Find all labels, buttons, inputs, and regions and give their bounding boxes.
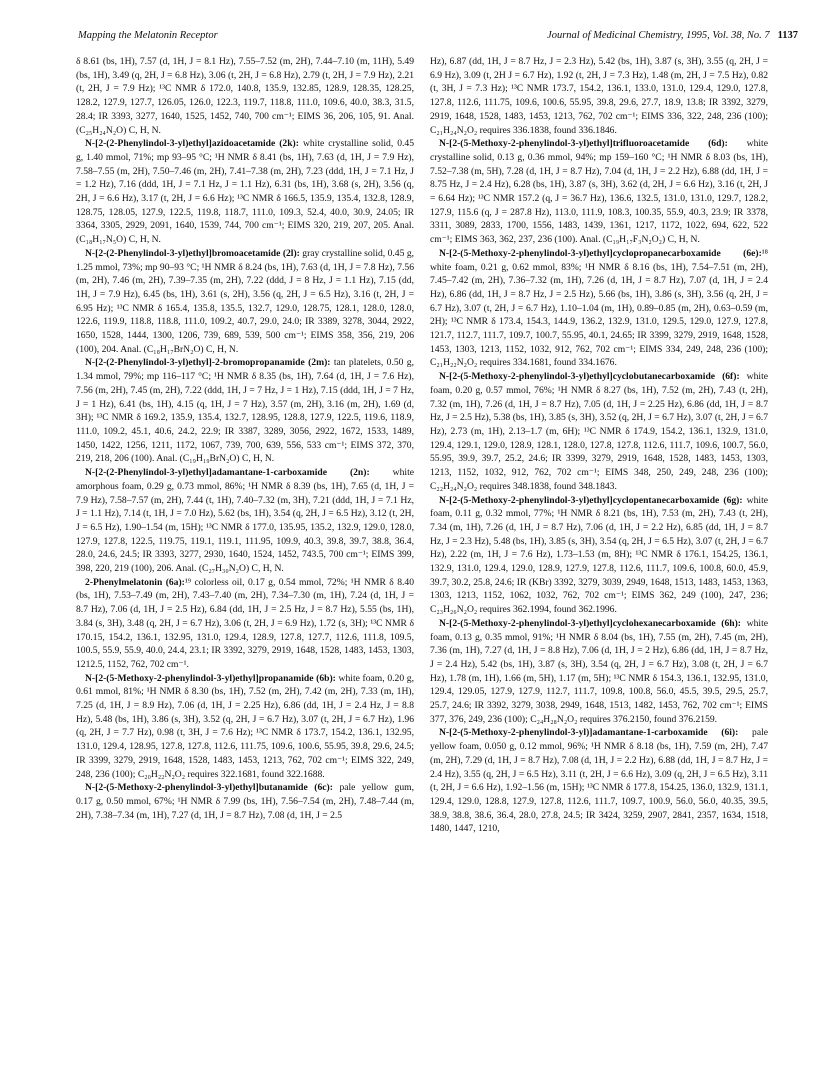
compound-paragraph bbox=[76, 55, 414, 137]
compound-paragraph bbox=[430, 494, 768, 617]
compound-paragraph bbox=[76, 781, 414, 822]
running-header bbox=[78, 30, 798, 46]
running-title: Mapping the Melatonin Receptor bbox=[78, 30, 218, 41]
compound-text: white crystalline solid, 0.45 g, 1.40 mmol, 71%; mp 93–95 °C; ¹H NMR δ 8.41 (bs, 1H), 7.63 (d, 1H, J = 7.9 Hz), 7.58–7.55 (m, 2H), 7.50–7.46 (m, 2H), 7.41–7.38 (m, 2H), 7.23 (ddd, 1H, J = 7.1 Hz, J = 1.2 Hz), 7.16 (ddd, 1H, J = 7.1 Hz, J = 1.1 Hz), 6.31 (bs, 1H), 3.68 (s, 2H), 3.56 (q, 2H, J = 6.6 Hz), 3.17 (t, 2H, J = 6.6 Hz); ¹³C NMR δ 166.5, 135.9, 135.4, 132.8, 128.9, 128.75, 128.05, 127.9, 122.5, 119.8, 118.7, 111.0, 109.3, 52.4, 40.0, 30.9, 24.05; IR 3364, 3305, 2929, 2091, 1640, 1539, 744, 700 cm⁻¹; EIMS 320, 219, 207, 205. Anal. (C₁₈H₁₇N₅O) C, H, N. bbox=[76, 138, 414, 246]
journal-info: Journal of Medicinal Chemistry, 1995, Vol. 38, No. 7 bbox=[547, 30, 770, 41]
compound-title: N-[2-(5-Methoxy-2-phenylindol-3-yl)ethyl]cyclohexanecarboxamide (6h): bbox=[439, 617, 741, 629]
compound-title: N-[2-(5-Methoxy-2-phenylindol-3-yl)ethyl]cyclopropanecarboxamide (6e): bbox=[439, 247, 762, 259]
compound-title: N-[2-(2-Phenylindol-3-yl)ethyl]azidoacetamide (2k): bbox=[85, 138, 299, 150]
compound-text: pale yellow gum, 0.17 g, 0.50 mmol, 67%; ¹H NMR δ 7.99 (bs, 1H), 7.56–7.54 (m, 2H), 7.48–7.44 (m, 2H), 7.38–7.34 (m, 1H), 7.27 (d, 1H, J = 8.7 Hz), 7.08 (d, 1H, J = 2.5 bbox=[76, 782, 414, 821]
compound-paragraph bbox=[430, 137, 768, 247]
compound-text: white foam, 0.13 g, 0.35 mmol, 91%; ¹H NMR δ 8.04 (bs, 1H), 7.55 (m, 2H), 7.45 (m, 2H), 7.36 (m, 1H), 7.27 (d, 1H, J = 8.8 Hz), 7.06 (d, 1H, J = 2 Hz), 6.86 (dd, 1H, J = 8.7 Hz, J = 2.4 Hz), 5.42 (bs, 1H), 3.87 (s, 3H), 3.54 (q, 2H, J = 6.7 Hz), 3.08 (t, 2H, J = 6.7 Hz), 1.78 (m, 1H), 1.66 (m, 5H), 1.17 (m, 5H); ¹³C NMR δ 154.3, 136.1, 132.95, 131.0, 129.4, 129.05, 127.9, 127.9, 112.7, 111.7, 109.8, 100.8, 56.0, 45.5, 39.5, 29.5, 25.7, 25.7, 24.6; IR 3392, 3279, 3038, 2949, 1648, 1513, 1482, 1453, 762, 702 cm⁻¹; EIMS 377, 376, 249, 236 (100); C₂₄H₂₈N₂O₂ requires 376.2150, found 376.2159. bbox=[430, 617, 768, 725]
compound-title: N-[2-(2-Phenylindol-3-yl)ethyl]adamantane-1-carboxamide (2n): bbox=[85, 467, 370, 479]
compound-text: δ 8.61 (bs, 1H), 7.57 (d, 1H, J = 8.1 Hz), 7.55–7.52 (m, 2H), 7.44–7.10 (m, 11H), 5.49 (bs, 1H), 3.49 (q, 2H, J = 6.8 Hz), 3.06 (t, 2H, J = 6.8 Hz), 2.79 (t, 2H, J = 7.9 Hz), 2.21 (t, 2H, J = 7.9 Hz); ¹³C NMR δ 172.0, 140.8, 135.9, 132.85, 128.9, 128.35, 128.25, 128.2, 127.9, 127.7, 126.05, 126.0, 122.3, 119.7, 118.8, 111.0, 109.6, 40.0, 38.3, 31.5, 28.4; IR 3393, 3277, 1640, 1525, 1452, 740, 700 cm⁻¹; EIMS 36, 206, 105, 91. Anal. (C₂₅H₂₄N₂O) C, H, N. bbox=[76, 56, 414, 136]
compound-text: white foam, 0.20 g, 0.57 mmol, 76%; ¹H NMR δ 8.27 (bs, 1H), 7.52 (m, 2H), 7.43 (t, 2H), 7.32 (m, 1H), 7.26 (d, 1H, J = 8.7 Hz), 7.05 (d, 1H, J = 2.25 Hz), 6.86 (dd, 1H, J = 8.7 Hz, J = 2.5 Hz), 5.38 (bs, 1H), 3.85 (s, 3H), 3.52 (q, 2H, J = 6.7 Hz), 3.07 (t, 2H, J = 6.7 Hz), 2.73 (m, 1H), 2.13–1.7 (m, 6H); ¹³C NMR δ 174.9, 154.2, 136.1, 132.9, 131.0, 129.4, 129.1, 129.0, 128.9, 128.1, 128.0, 127.8, 127.8, 112.6, 111.7, 109.6, 100.7, 56.0, 55.95, 39.9, 39.7, 25.2, 24.6; IR 3399, 3279, 2919, 1648, 1528, 1483, 1453, 1303, 1213, 1152, 1032, 912, 762, 702 cm⁻¹; EIMS 348, 250, 249, 248, 236 (100); C₂₂H₂₄N₂O₂ requires 348.1838, found 348.1843. bbox=[430, 371, 768, 492]
compound-paragraph bbox=[430, 617, 768, 727]
page-number: 1137 bbox=[777, 30, 798, 41]
compound-title: N-[2-(5-Methoxy-2-phenylindol-3-yl)ethyl]propanamide (6b): bbox=[85, 672, 336, 684]
compound-text: white foam, 0.11 g, 0.32 mmol, 77%; ¹H NMR δ 8.21 (bs, 1H), 7.53 (m, 2H), 7.43 (t, 2H), 7.34 (m, 1H), 7.26 (d, 1H, J = 8.7 Hz), 7.06 (d, 1H, J = 2.2 Hz), 6.85 (dd, 1H, J = 8.7 Hz, J = 2.3 Hz), 5.48 (bs, 1H), 3.85 (s, 3H), 3.54 (q, 2H, J = 6.5 Hz), 3.07 (t, 2H, J = 6.7 Hz), 2.22 (m, 1H, J = 7.6 Hz), 1.73–1.53 (m, 8H); ¹³C NMR δ 176.1, 154.25, 136.1, 132.9, 131.0, 129.4, 129.0, 128.9, 127.9, 127.8, 112.6, 111.7, 109.6, 100.8, 60.0, 45.9, 39.7, 30.2, 25.8, 24.6; IR (KBr) 3392, 3279, 3039, 2949, 1648, 1513, 1483, 1453, 1363, 1303, 1213, 1152, 1062, 1032, 762, 702 cm⁻¹; EIMS 362, 249 (100), 247, 236; C₂₃H₂₆N₂O₂ requires 362.1994, found 362.1996. bbox=[430, 494, 768, 616]
compound-paragraph bbox=[76, 356, 414, 466]
left-column bbox=[76, 55, 414, 822]
compound-title: N-[2-(5-Methoxy-2-phenylindol-3-yl)ethyl]butanamide (6c): bbox=[85, 782, 333, 794]
compound-text: tan platelets, 0.50 g, 1.34 mmol, 79%; mp 116–117 °C; ¹H NMR δ 8.35 (bs, 1H), 7.64 (d, 1H, J = 7.6 Hz), 7.56 (m, 2H), 7.45 (m, 2H), 7.22 (ddd, 1H, J = 7 Hz, J = 1 Hz), 7.15 (ddd, 1H, J = 7 Hz, J = 1 Hz), 6.41 (bs, 1H), 4.15 (q, 1H, J = 7 Hz), 3.57 (m, 2H), 3.16 (m, 2H), 1.69 (d, 3H); ¹³C NMR δ 169.2, 135.9, 135.4, 132.7, 128.95, 128.8, 127.9, 122.5, 119.6, 118.9, 111.0, 109.2, 45.1, 40.6, 24.2, 22.9; IR 3387, 3289, 3056, 2922, 1672, 1533, 1489, 1450, 1422, 1256, 1211, 1172, 1067, 739, 700, 639, 556, 533 cm⁻¹; EIMS 372, 370, 219, 218, 206 (100). Anal. (C₁₉H₁₉BrN₂O) C, H, N. bbox=[76, 357, 414, 465]
compound-title: 2-Phenylmelatonin (6a): bbox=[85, 576, 185, 588]
compound-paragraph bbox=[430, 55, 768, 137]
journal-citation bbox=[547, 30, 798, 41]
compound-paragraph bbox=[76, 247, 414, 357]
compound-paragraph bbox=[76, 672, 414, 782]
compound-title: N-[2-(5-Methoxy-2-phenylindol-3-yl)ethyl]trifluoroacetamide (6d): bbox=[439, 138, 728, 150]
compound-text: pale yellow foam, 0.050 g, 0.12 mmol, 96%; ¹H NMR δ 8.18 (bs, 1H), 7.59 (m, 2H), 7.47 (m, 2H), 7.29 (d, 1H, J = 8.7 Hz), 7.08 (d, 1H, J = 2.2 Hz), 6.88 (dd, 1H, J = 8.7 Hz, J = 2.4 Hz), 3.55 (q, 2H, J = 6.5 Hz), 3.11 (t, 2H, J = 6.6 Hz), 3.09 (q, 2H, J = 6.5 Hz), 3.11 (t, 2H, J = 6.6 Hz), 1.92–1.56 (m, 15H); ¹³C NMR δ 177.8, 154.25, 136.0, 132.9, 131.1, 129.4, 129.0, 128.8, 127.9, 127.8, 112.6, 111.7, 109.7, 100.9, 56.0, 56.0, 40.35, 39.5, 38.9, 38.8, 38.6, 36.4, 28.0, 27.8, 24.5; IR 3424, 3259, 2907, 2841, 2357, 1634, 1518, 1480, 1447, 1210, bbox=[430, 727, 768, 835]
compound-text: gray crystalline solid, 0.45 g, 1.25 mmol, 73%; mp 90–93 °C; ¹H NMR δ 8.24 (bs, 1H), 7.63 (d, 1H, J = 7.8 Hz), 7.56 (m, 2H), 7.46 (m, 2H), 7.39–7.35 (m, 2H), 7.22 (ddd, J = 8 Hz, J = 1.1 Hz), 7.15 (dd, 1H, J = 7.9 Hz), 6.45 (bs, 1H), 3.61 (s, 2H), 3.56 (q, 2H, J = 6.5 Hz), 3.16 (t, 2H, J = 6.95 Hz); ¹³C NMR δ 165.4, 135.8, 135.5, 132.7, 129.0, 128.75, 128.1, 128.0, 128.0, 122.6, 119.9, 118.8, 118.8, 111.0, 109.2, 40.7, 29.0, 24.0; IR 3389, 3278, 3044, 2922, 1650, 1528, 1444, 1300, 1206, 739, 689, 539, 500 cm⁻¹; EIMS 358, 356, 219, 206 (100), 204. Anal. (C₁₈H₁₇BrN₂O) C, H, N. bbox=[76, 247, 415, 355]
compound-paragraph bbox=[76, 576, 414, 672]
compound-title: N-[2-(2-Phenylindol-3-yl)ethyl]-2-bromopropanamide (2m): bbox=[85, 357, 331, 369]
compound-paragraph bbox=[76, 137, 414, 247]
compound-paragraph bbox=[430, 247, 768, 370]
compound-paragraph bbox=[76, 466, 414, 576]
compound-title: N-[2-(5-Methoxy-2-phenylindol-3-yl)]adamantane-1-carboxamide (6i): bbox=[439, 727, 739, 739]
compound-title: N-[2-(5-Methoxy-2-phenylindol-3-yl)ethyl]cyclopentanecarboxamide (6g): bbox=[439, 494, 743, 506]
compound-text: white amorphous foam, 0.29 g, 0.73 mmol, 86%; ¹H NMR δ 8.39 (bs, 1H), 7.65 (d, 1H, J = 7.9 Hz), 7.58–7.57 (m, 2H), 7.44 (t, 1H), 7.40–7.32 (m, 3H), 7.21 (ddd, 1H, J = 7.1 Hz, J = 1.1 Hz), 7.14 (t, 1H, J = 7.0 Hz), 5.62 (bs, 1H), 3.54 (q, 2H, J = 6.5 Hz), 3.12 (t, 2H, J = 6.5 Hz), 1.90–1.54 (m, 15H); ¹³C NMR δ 177.0, 135.95, 135.2, 132.9, 129.0, 128.0, 127.9, 127.8, 122.5, 119.75, 119.1, 119.1, 111.95, 109.9, 40.3, 39.8, 39.7, 38.8, 36.4, 28.0, 24.6, 24.5; IR 3393, 3277, 2930, 1640, 1524, 1452, 743.5, 700 cm⁻¹; EIMS 399, 398, 220, 219 (100), 206. Anal. (C₂₇H₃₀N₂O) C, H, N. bbox=[76, 467, 414, 575]
compound-paragraph bbox=[430, 726, 768, 836]
compound-title: N-[2-(5-Methoxy-2-phenylindol-3-yl)ethyl]cyclobutanecarboxamide (6f): bbox=[439, 371, 740, 383]
compound-title: N-[2-(2-Phenylindol-3-yl)ethyl]bromoacetamide (2l): bbox=[85, 247, 300, 259]
compound-text: Hz), 6.87 (dd, 1H, J = 8.7 Hz, J = 2.3 Hz), 5.42 (bs, 1H), 3.87 (s, 3H), 3.55 (q, 2H, J = 6.9 Hz), 3.09 (t, 2H J = 6.7 Hz), 1.92 (t, 2H, J = 7.3 Hz), 1.48 (m, 2H, J = 7.5 Hz), 0.82 (t, 3H, J = 7.3 Hz); ¹³C NMR 173.7, 154.2, 136.1, 133.0, 131.0, 129.4, 129.0, 127.8, 127.8, 112.6, 111.75, 109.6, 100.6, 55.95, 39.8, 29.6, 27.7, 18.9, 13.8; IR 3392, 3279, 2919, 1648, 1528, 1483, 1453, 1213, 762, 702 cm⁻¹; EIMS 336, 322, 248, 236 (100); C₂₁H₂₄N₂O₂ requires 336.1838, found 336.1846. bbox=[430, 56, 768, 136]
right-column bbox=[430, 55, 768, 836]
compound-paragraph bbox=[430, 370, 768, 493]
compound-text: white crystalline solid, 0.13 g, 0.36 mmol, 94%; mp 159–160 °C; ¹H NMR δ 8.03 (bs, 1H), 7.52–7.38 (m, 5H), 7.28 (d, 1H, J = 8.7 Hz), 7.04 (d, 1H, J = 2.2 Hz), 6.88 (dd, 1H, J = 8.75 Hz, J = 2.4 Hz), 6.28 (bs, 1H), 3.87 (s, 3H), 3.62 (d, 2H, J = 6.6 Hz), 3.16 (t, 2H, J = 6.64 Hz); ¹³C NMR 157.2 (q, J = 36.7 Hz), 136.6, 132.5, 131.0, 131.0, 129.7, 128.2, 127.9, 115.6 (q, J = 287.8 Hz), 113.0, 111.9, 108.3, 100.35, 55.9, 40.3, 23.9; IR 3378, 3311, 3089, 2833, 1700, 1556, 1483, 1439, 1361, 1217, 1172, 1022, 694, 622, 522 cm⁻¹; EIMS 363, 362, 237, 236 (100). Anal. (C₁₉H₁₇F₃N₂O₂) C, H, N. bbox=[430, 138, 768, 246]
compound-text: ¹⁸ white foam, 0.21 g, 0.62 mmol, 83%; ¹H NMR δ 8.16 (bs, 1H), 7.54–7.51 (m, 2H), 7.45–7.42 (m, 2H), 7.36–7.32 (m, 1H), 7.26 (d, 1H, J = 8.7 Hz), 7.07 (d, 1H, J = 2.4 Hz), 6.86 (dd, 1H, J = 8.7 Hz, J = 2.5 Hz), 5.66 (bs, 1H), 3.86 (s, 3H), 3.56 (q, 2H, J = 6.7 Hz), 3.07 (t, 2H, J = 6.7 Hz), 1.10–1.04 (m, 1H), 0.89–0.85 (m, 2H), 0.63–0.59 (m, 2H); ¹³C NMR δ 173.4, 154.3, 144.9, 136.2, 132.9, 131.0, 129.5, 129.0, 127.9, 127.8, 121.7, 112.7, 111.7, 109.7, 100.7, 55.95, 40.1, 24.65; IR 3399, 3279, 2919, 1648, 1528, 1453, 1303, 1213, 1152, 1032, 912, 762, 702 cm⁻¹; EIMS 334, 249, 248, 236 (100); C₂₁H₂₂N₂O₂ requires 334.1681, found 334.1676. bbox=[430, 247, 768, 369]
compound-text: white foam, 0.20 g, 0.61 mmol, 81%; ¹H NMR δ 8.30 (bs, 1H), 7.52 (m, 2H), 7.42 (m, 2H), 7.33 (m, 1H), 7.25 (d, 1H, J = 8.9 Hz), 7.06 (d, 1H, J = 2.25 Hz), 6.86 (dd, 1H, J = 2.4 Hz, J = 8.8 Hz), 5.48 (bs, 1H), 3.86 (s, 3H), 3.52 (q, 2H, J = 6.7 Hz), 3.07 (t, 2H, J = 6.7 Hz), 1.96 (q, 2H, J = 7.7 Hz), 0.98 (t, 3H, J = 7.6 Hz); ¹³C NMR δ 173.7, 154.2, 136.1, 132.95, 131.0, 129.4, 128.95, 127.8, 127.8, 112.6, 111.75, 109.6, 100.6, 55.95, 39.8, 29.6, 24.5; IR 3399, 3279, 2919, 1648, 1528, 1483, 1453, 1213, 762, 702 cm⁻¹; EIMS 322, 249, 248, 236 (100); C₂₀H₂₂N₂O₂ requires 322.1681, found 322.1688. bbox=[76, 672, 414, 780]
compound-text: ¹⁹ colorless oil, 0.17 g, 0.54 mmol, 72%; ¹H NMR δ 8.40 (bs, 1H), 7.53–7.49 (m, 2H), 7.43–7.40 (m, 2H), 7.34–7.30 (m, 1H), 7.24 (d, 1H, J = 8.7 Hz), 7.06 (d, 1H, J = 2.5 Hz), 6.84 (dd, 1H, J = 2.5 Hz, J = 8.7 Hz), 5.55 (bs, 1H), 3.84 (s, 3H), 3.48 (q, 2H, J = 6.7 Hz), 3.06 (t, 2H, J = 6.9 Hz), 1.72 (s, 3H); ¹³C NMR δ 170.15, 154.2, 136.1, 132.95, 131.0, 129.4, 128.9, 127.8, 127.7, 112.6, 111.8, 109.5, 100.5, 55.9, 55.9, 40.0, 24.4, 23.1; IR 3392, 3279, 2919, 1648, 1528, 1483, 1453, 1303, 1212.5, 1152, 762, 702 cm⁻¹. bbox=[76, 576, 414, 670]
